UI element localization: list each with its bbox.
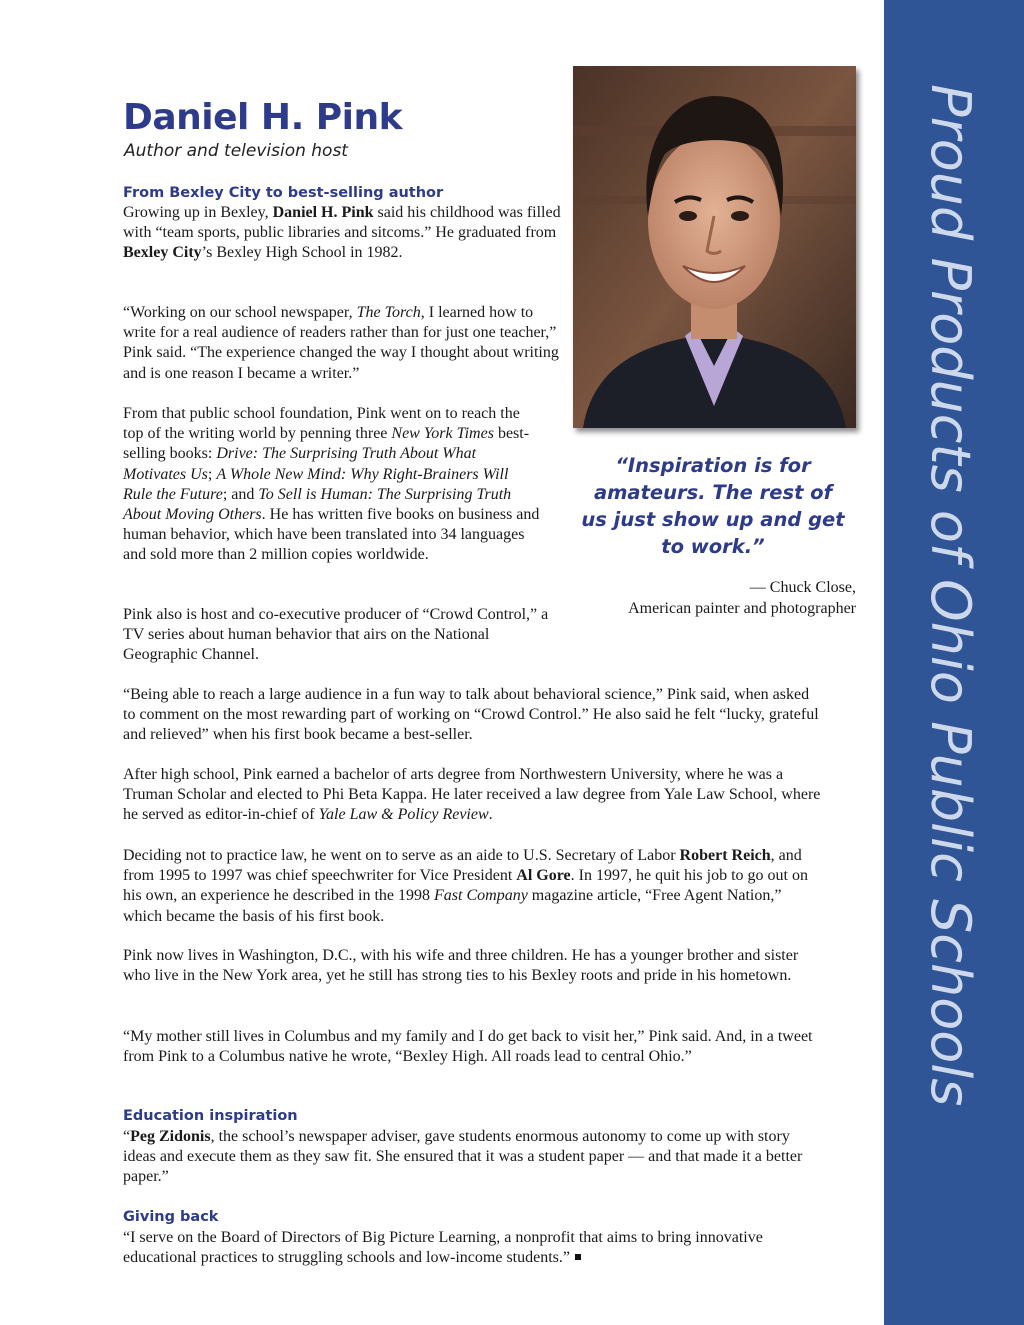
paragraph-rewarding: “Being able to reach a large audience in a fun way to talk about behavioral science,” Pink said, when asked to comment on the most rewarding part of working on “Crowd Control.” He also said he felt “lucky, grateful and relieved” when his first book became a best-seller.	[123, 686, 819, 744]
paragraph-columbus: “My mother still lives in Columbus and my family and I do get back to visit her,” Pink said. And, in a tweet from Pink to a Columbus native he wrote, “Bexley High. All roads lead to central Ohio.”	[123, 1028, 813, 1066]
paragraph-books: From that public school foundation, Pink went on to reach the top of the writing world by penning three New York Times best-selling books: Drive: The Surprising Truth About What Motivates Us; A Whole New Mind: Why Right-Brainers Will Rule the Future; and To Sell is Human: The Surprising Truth About Moving Others. He has written five books on business and human behavior, which have been translated into 34 languages and sold more than 2 million copies worldwide.	[123, 405, 540, 564]
paragraph-education: After high school, Pink earned a bachelor of arts degree from Northwestern University, where he was a Truman Scholar and elected to Phi Beta Kappa. He later received a law degree from Yale Law School, where he served as editor-in-chief of Yale Law & Policy Review.	[123, 766, 821, 824]
quote-attribution	[580, 578, 856, 619]
quote-author-description: American painter and photographer	[628, 599, 856, 617]
portrait-photo	[573, 66, 856, 428]
paragraph-newspaper: “Working on our school newspaper, The Torch, I learned how to write for a real audience of readers rather than for just one teacher,” Pink said. “The experience changed the way I thought about writing and is one reason I became a writer.”	[123, 304, 559, 382]
section-heading-bexley: From Bexley City to best-selling author	[123, 185, 444, 201]
paragraph-childhood: Growing up in Bexley, Daniel H. Pink said his childhood was filled with “team sports, public libraries and sitcoms.” He graduated from Bexley City’s Bexley High School in 1982.	[123, 204, 561, 262]
profile-role: Author and television host	[124, 141, 348, 161]
paragraph-board: “I serve on the Board of Directors of Big Picture Learning, a nonprofit that aims to bring innovative educational practices to struggling schools and low-income students.”	[123, 1229, 763, 1267]
section-heading-education: Education inspiration	[123, 1108, 298, 1124]
paragraph-adviser: “Peg Zidonis, the school’s newspaper adviser, gave students enormous autonomy to come up with story ideas and execute them as they saw fit. She ensured that it was a student paper — and that made it a better paper.”	[123, 1128, 803, 1186]
pull-quote: “Inspiration is for amateurs. The rest of us just show up and get to work.”	[581, 454, 845, 558]
paragraph-tv-show: Pink also is host and co-executive producer of “Crowd Control,” a TV series about human behavior that airs on the National Geographic Channel.	[123, 606, 549, 664]
paragraph-career: Deciding not to practice law, he went on to serve as an aide to U.S. Secretary of Labor Robert Reich, and from 1995 to 1997 was chief speechwriter for Vice President Al Gore. In 1997, he quit his job to go out on his own, an experience he described in the 1998 Fast Company magazine article, “Free Agent Nation,” which became the basis of his first book.	[123, 847, 808, 925]
profile-name: Daniel H. Pink	[123, 97, 403, 138]
end-mark-icon	[575, 1254, 581, 1260]
quote-author: — Chuck Close,	[749, 579, 856, 596]
paragraph-family: Pink now lives in Washington, D.C., with his wife and three children. He has a younger brother and sister who live in the New York area, yet he still has strong ties to his Bexley roots and pride in his hometown.	[123, 947, 799, 985]
sidebar-title: Proud Products of Ohio Public Schools	[919, 84, 982, 1107]
portrait-illustration	[573, 66, 856, 428]
section-heading-giving: Giving back	[123, 1209, 219, 1225]
